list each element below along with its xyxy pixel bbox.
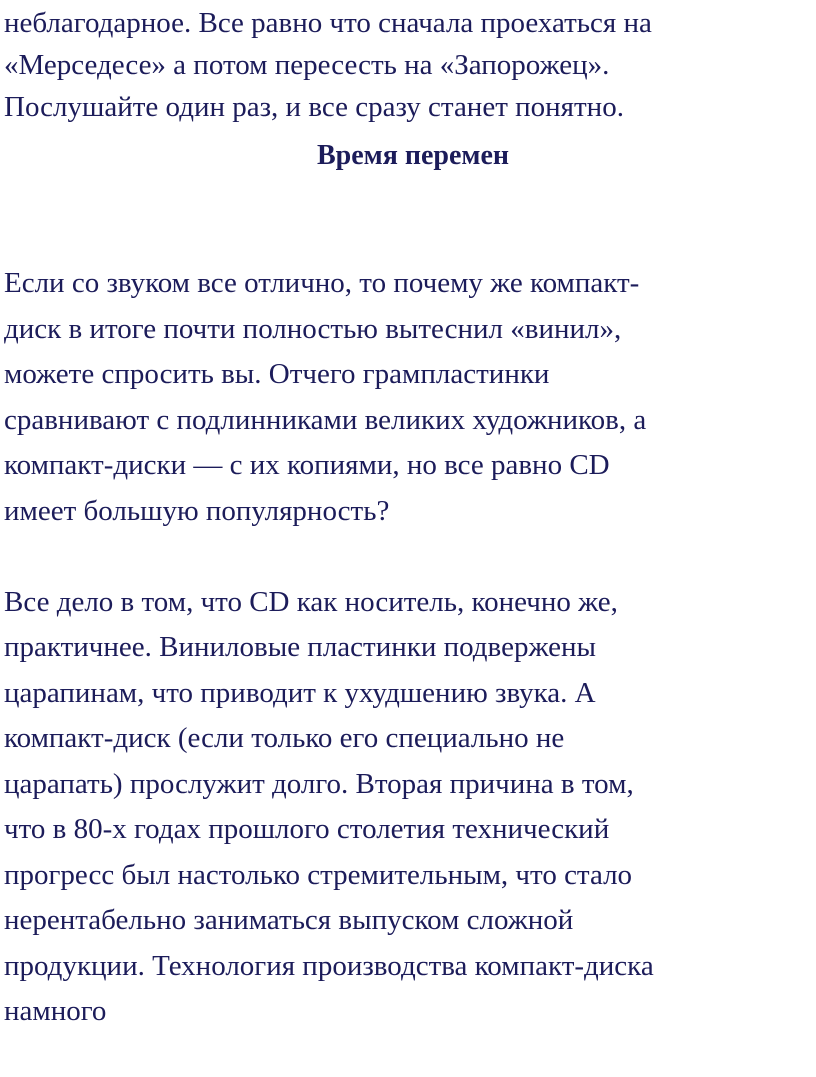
paragraph-line: продукции. Технология производства компакт-диска [4, 949, 654, 982]
paragraph-line: Если со звуком все отлично, то почему же компакт- [4, 267, 640, 299]
paragraph-line: прогресс был настолько стремительным, что стало [4, 858, 633, 891]
intro-line: Послушайте один раз, и все сразу станет понятно. [4, 91, 624, 123]
intro-line: «Мерседесе» а потом пересесть на «Запорожец». [4, 49, 610, 81]
paragraph-line: компакт-диск (если только его специально не [4, 722, 565, 754]
paragraph-1 [4, 261, 812, 534]
paragraph-line: Все дело в том, что CD как носитель, конечно же, [4, 585, 618, 618]
paragraph-line: нерентабельно заниматься выпуском сложной [4, 904, 574, 936]
paragraph-line: можете спросить вы. Отчего грампластинки [4, 358, 550, 390]
document-page [4, 0, 812, 1035]
paragraph-line: царапать) прослужит долго. Вторая причина в том, [4, 767, 634, 800]
paragraph-line: имеет большую популярность? [4, 494, 390, 527]
intro-line: неблагодарное. Все равно что сначала проехаться на [4, 7, 652, 39]
paragraph-2 [4, 580, 812, 1035]
paragraph-line: компакт-диски — с их копиями, но все равно CD [4, 449, 610, 481]
paragraph-line: практичнее. Виниловые пластинки подвержены [4, 631, 596, 663]
paragraph-line: диск в итоге почти полностью вытеснил «винил», [4, 312, 622, 345]
paragraph-line: царапинам, что приводит к ухудшению звука. А [4, 676, 596, 709]
section-heading: Время перемен [316, 140, 510, 171]
paragraph-line: намного [4, 995, 107, 1027]
paragraph-line: что в 80-х годах прошлого столетия технический [4, 813, 610, 845]
paragraph-line: сравнивают с подлинниками великих художников, а [4, 403, 647, 436]
intro-paragraph [4, 2, 812, 128]
